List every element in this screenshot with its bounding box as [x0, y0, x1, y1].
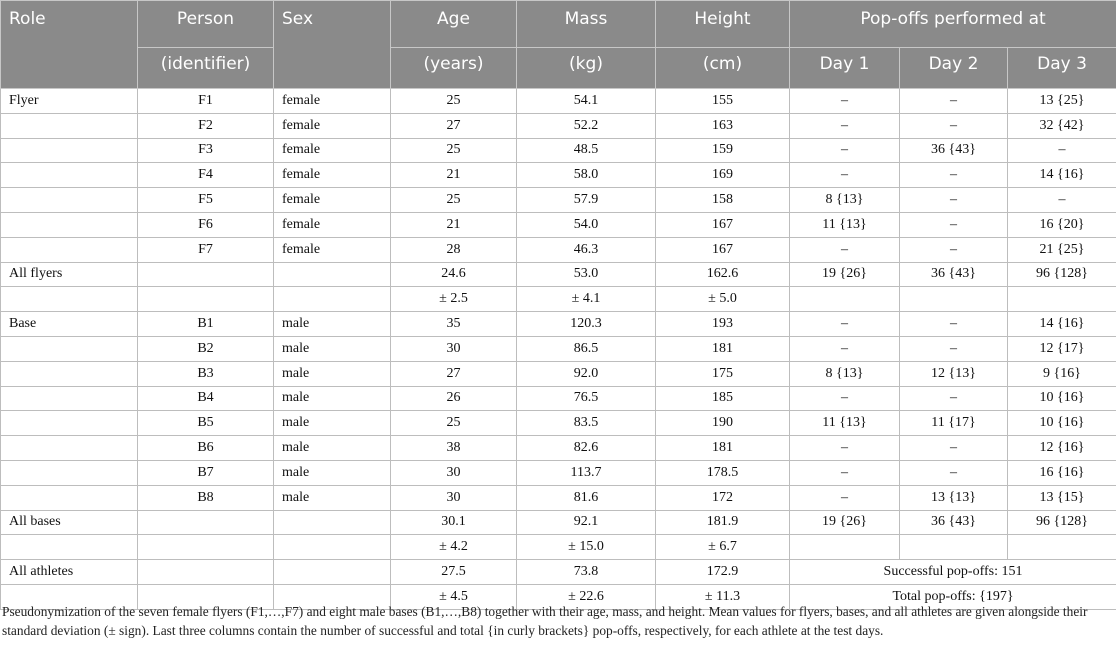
cell-age: ± 2.5 — [391, 287, 517, 312]
cell-height: 193 — [656, 312, 790, 337]
cell-day3: 16 {16} — [1008, 460, 1116, 485]
cell-day2: – — [900, 113, 1008, 138]
cell-mass: 52.2 — [517, 113, 656, 138]
cell-height: 155 — [656, 89, 790, 114]
cell-day1: 8 {13} — [790, 361, 900, 386]
cell-day2: – — [900, 89, 1008, 114]
cell-sex: male — [274, 411, 391, 436]
cell-sex: female — [274, 163, 391, 188]
cell-day2: – — [900, 436, 1008, 461]
cell-person: F6 — [138, 212, 274, 237]
cell-sex: male — [274, 485, 391, 510]
cell-person: F1 — [138, 89, 274, 114]
cell-role: All flyers — [1, 262, 138, 287]
cell-age: 38 — [391, 436, 517, 461]
cell-height: 167 — [656, 237, 790, 262]
cell-height: 158 — [656, 188, 790, 213]
cell-role — [1, 287, 138, 312]
table-row-athletes-mean — [1, 560, 1116, 585]
cell-role — [1, 411, 138, 436]
cell-day2: – — [900, 460, 1008, 485]
cell-sex: male — [274, 312, 391, 337]
cell-person: B3 — [138, 361, 274, 386]
cell-day3: 96 {128} — [1008, 510, 1116, 535]
cell-sex: female — [274, 113, 391, 138]
cell-day2: 36 {43} — [900, 138, 1008, 163]
table-row — [1, 336, 1116, 361]
table-row — [1, 312, 1116, 337]
header-height-unit: (cm) — [656, 48, 790, 89]
cell-day1 — [790, 535, 900, 560]
cell-person: F7 — [138, 237, 274, 262]
cell-mass: 83.5 — [517, 411, 656, 436]
cell-day2: 12 {13} — [900, 361, 1008, 386]
cell-day2: – — [900, 312, 1008, 337]
header-age: Age — [391, 1, 517, 48]
cell-height: 181 — [656, 436, 790, 461]
cell-day1: – — [790, 113, 900, 138]
cell-day1: 11 {13} — [790, 411, 900, 436]
cell-day3: 9 {16} — [1008, 361, 1116, 386]
cell-day3: – — [1008, 188, 1116, 213]
cell-person — [138, 535, 274, 560]
cell-role: All bases — [1, 510, 138, 535]
table-row — [1, 436, 1116, 461]
cell-age: 30.1 — [391, 510, 517, 535]
cell-age: 21 — [391, 212, 517, 237]
cell-mass: 58.0 — [517, 163, 656, 188]
table-row — [1, 138, 1116, 163]
cell-mass: ± 4.1 — [517, 287, 656, 312]
cell-age: 30 — [391, 336, 517, 361]
cell-day3: 12 {17} — [1008, 336, 1116, 361]
cell-height: 175 — [656, 361, 790, 386]
cell-height: 167 — [656, 212, 790, 237]
cell-role — [1, 485, 138, 510]
cell-day1: – — [790, 485, 900, 510]
cell-day1: – — [790, 312, 900, 337]
table-row — [1, 89, 1116, 114]
cell-role — [1, 138, 138, 163]
cell-day3: 96 {128} — [1008, 262, 1116, 287]
cell-age: 24.6 — [391, 262, 517, 287]
cell-day3: 14 {16} — [1008, 312, 1116, 337]
cell-sex — [274, 262, 391, 287]
cell-age: ± 4.5 — [391, 584, 517, 609]
cell-sex — [274, 510, 391, 535]
cell-sex: male — [274, 361, 391, 386]
cell-sex: female — [274, 89, 391, 114]
header-day2: Day 2 — [900, 48, 1008, 89]
cell-sex: female — [274, 237, 391, 262]
cell-height: 185 — [656, 386, 790, 411]
cell-height: 159 — [656, 138, 790, 163]
header-sex: Sex — [274, 1, 391, 89]
table-row — [1, 262, 1116, 287]
cell-sex: female — [274, 212, 391, 237]
header-popoffs: Pop-offs performed at — [790, 1, 1116, 48]
cell-day1: – — [790, 436, 900, 461]
cell-mass: 76.5 — [517, 386, 656, 411]
cell-person: B4 — [138, 386, 274, 411]
cell-person — [138, 287, 274, 312]
cell-mass: 54.0 — [517, 212, 656, 237]
cell-person: F3 — [138, 138, 274, 163]
cell-person: B6 — [138, 436, 274, 461]
cell-age: 27.5 — [391, 560, 517, 585]
cell-role — [1, 535, 138, 560]
cell-day2: – — [900, 237, 1008, 262]
cell-day3 — [1008, 287, 1116, 312]
cell-height: ± 5.0 — [656, 287, 790, 312]
header-height: Height — [656, 1, 790, 48]
cell-mass: 53.0 — [517, 262, 656, 287]
cell-day3: – — [1008, 138, 1116, 163]
cell-age: 27 — [391, 113, 517, 138]
cell-age: 30 — [391, 485, 517, 510]
table-row — [1, 460, 1116, 485]
table-row — [1, 510, 1116, 535]
cell-height: 172.9 — [656, 560, 790, 585]
cell-age: ± 4.2 — [391, 535, 517, 560]
cell-age: 35 — [391, 312, 517, 337]
cell-person: F4 — [138, 163, 274, 188]
cell-day2 — [900, 535, 1008, 560]
cell-mass: 113.7 — [517, 460, 656, 485]
cell-day3: 16 {20} — [1008, 212, 1116, 237]
cell-mass: 81.6 — [517, 485, 656, 510]
cell-role — [1, 237, 138, 262]
cell-mass: 48.5 — [517, 138, 656, 163]
cell-day2: – — [900, 188, 1008, 213]
cell-mass: 57.9 — [517, 188, 656, 213]
header-mass: Mass — [517, 1, 656, 48]
cell-mass: 73.8 — [517, 560, 656, 585]
cell-day2: – — [900, 212, 1008, 237]
cell-age: 25 — [391, 89, 517, 114]
cell-day2: 11 {17} — [900, 411, 1008, 436]
cell-person: B5 — [138, 411, 274, 436]
cell-day2: 13 {13} — [900, 485, 1008, 510]
header-person: Person — [138, 1, 274, 48]
cell-day3: 13 {15} — [1008, 485, 1116, 510]
table-row — [1, 287, 1116, 312]
cell-age: 28 — [391, 237, 517, 262]
cell-age: 25 — [391, 188, 517, 213]
cell-day2: – — [900, 336, 1008, 361]
cell-sex: male — [274, 436, 391, 461]
cell-mass: ± 22.6 — [517, 584, 656, 609]
cell-age: 25 — [391, 138, 517, 163]
cell-height: 163 — [656, 113, 790, 138]
header-day3: Day 3 — [1008, 48, 1116, 89]
cell-height: 181.9 — [656, 510, 790, 535]
table-row — [1, 188, 1116, 213]
cell-height: 190 — [656, 411, 790, 436]
cell-age: 30 — [391, 460, 517, 485]
cell-mass: 54.1 — [517, 89, 656, 114]
cell-height: 162.6 — [656, 262, 790, 287]
cell-role — [1, 460, 138, 485]
cell-person: B8 — [138, 485, 274, 510]
cell-day3: 10 {16} — [1008, 386, 1116, 411]
cell-mass: ± 15.0 — [517, 535, 656, 560]
header-day1: Day 1 — [790, 48, 900, 89]
cell-person — [138, 510, 274, 535]
cell-role: All athletes — [1, 560, 138, 585]
table-row — [1, 485, 1116, 510]
cell-role — [1, 436, 138, 461]
cell-day1: 11 {13} — [790, 212, 900, 237]
cell-day2: 36 {43} — [900, 262, 1008, 287]
cell-sex: male — [274, 336, 391, 361]
table-caption: Pseudonymization of the seven female flyers (F1,…,F7) and eight male bases (B1,…,B8) together with their age, mass, and height. Mean values for flyers, bases, and all athletes are given alongside their standard deviation (± sign). Last three columns contain the number of successful and total {in curly brackets} pop-offs, respectively, for each athlete at the test days. — [2, 604, 1088, 638]
cell-day3: 32 {42} — [1008, 113, 1116, 138]
header-age-unit: (years) — [391, 48, 517, 89]
cell-total-popoffs: Total pop-offs: {197} — [790, 584, 1116, 609]
cell-role — [1, 386, 138, 411]
cell-role: Base — [1, 312, 138, 337]
cell-person: B1 — [138, 312, 274, 337]
cell-day3: 12 {16} — [1008, 436, 1116, 461]
cell-height: 178.5 — [656, 460, 790, 485]
cell-role — [1, 163, 138, 188]
table-row — [1, 237, 1116, 262]
cell-day3: 21 {25} — [1008, 237, 1116, 262]
cell-height: ± 11.3 — [656, 584, 790, 609]
cell-age: 21 — [391, 163, 517, 188]
cell-person — [138, 262, 274, 287]
header-mass-unit: (kg) — [517, 48, 656, 89]
cell-role — [1, 336, 138, 361]
table-row — [1, 361, 1116, 386]
table-row — [1, 113, 1116, 138]
cell-day2: – — [900, 163, 1008, 188]
cell-sex — [274, 535, 391, 560]
cell-day1: – — [790, 163, 900, 188]
cell-role — [1, 188, 138, 213]
cell-mass: 92.0 — [517, 361, 656, 386]
cell-age: 25 — [391, 411, 517, 436]
cell-height: 172 — [656, 485, 790, 510]
table-row — [1, 163, 1116, 188]
header-person-sub: (identifier) — [138, 48, 274, 89]
cell-sex: female — [274, 188, 391, 213]
cell-day1: – — [790, 138, 900, 163]
cell-mass: 82.6 — [517, 436, 656, 461]
cell-day1: – — [790, 460, 900, 485]
cell-day1: – — [790, 89, 900, 114]
cell-height: 181 — [656, 336, 790, 361]
cell-sex: male — [274, 460, 391, 485]
cell-height: 169 — [656, 163, 790, 188]
cell-person: F2 — [138, 113, 274, 138]
cell-role — [1, 361, 138, 386]
cell-day3: 10 {16} — [1008, 411, 1116, 436]
table-row — [1, 386, 1116, 411]
cell — [274, 560, 391, 585]
cell — [138, 560, 274, 585]
cell-day1: – — [790, 336, 900, 361]
cell-day1: – — [790, 237, 900, 262]
cell-mass: 86.5 — [517, 336, 656, 361]
cell-person: B2 — [138, 336, 274, 361]
cell-day3: 13 {25} — [1008, 89, 1116, 114]
cell-day2: 36 {43} — [900, 510, 1008, 535]
cell-day3: 14 {16} — [1008, 163, 1116, 188]
cell-mass: 92.1 — [517, 510, 656, 535]
cell-day2 — [900, 287, 1008, 312]
table-row — [1, 411, 1116, 436]
cell-successful-popoffs: Successful pop-offs: 151 — [790, 560, 1116, 585]
cell-role: Flyer — [1, 89, 138, 114]
cell-age: 26 — [391, 386, 517, 411]
cell-person: B7 — [138, 460, 274, 485]
cell-sex: male — [274, 386, 391, 411]
cell-sex — [274, 287, 391, 312]
cell-day3 — [1008, 535, 1116, 560]
cell-role — [1, 113, 138, 138]
cell-mass: 120.3 — [517, 312, 656, 337]
cell-mass: 46.3 — [517, 237, 656, 262]
cell-sex: female — [274, 138, 391, 163]
cell-person: F5 — [138, 188, 274, 213]
table-row — [1, 535, 1116, 560]
cell-day1: 19 {26} — [790, 262, 900, 287]
cell-day1: – — [790, 386, 900, 411]
cell-day2: – — [900, 386, 1008, 411]
cell-day1: 8 {13} — [790, 188, 900, 213]
cell-day1: 19 {26} — [790, 510, 900, 535]
cell-height: ± 6.7 — [656, 535, 790, 560]
cell-age: 27 — [391, 361, 517, 386]
cell-role — [1, 212, 138, 237]
header-role: Role — [1, 1, 138, 89]
table-row — [1, 212, 1116, 237]
cell-day1 — [790, 287, 900, 312]
